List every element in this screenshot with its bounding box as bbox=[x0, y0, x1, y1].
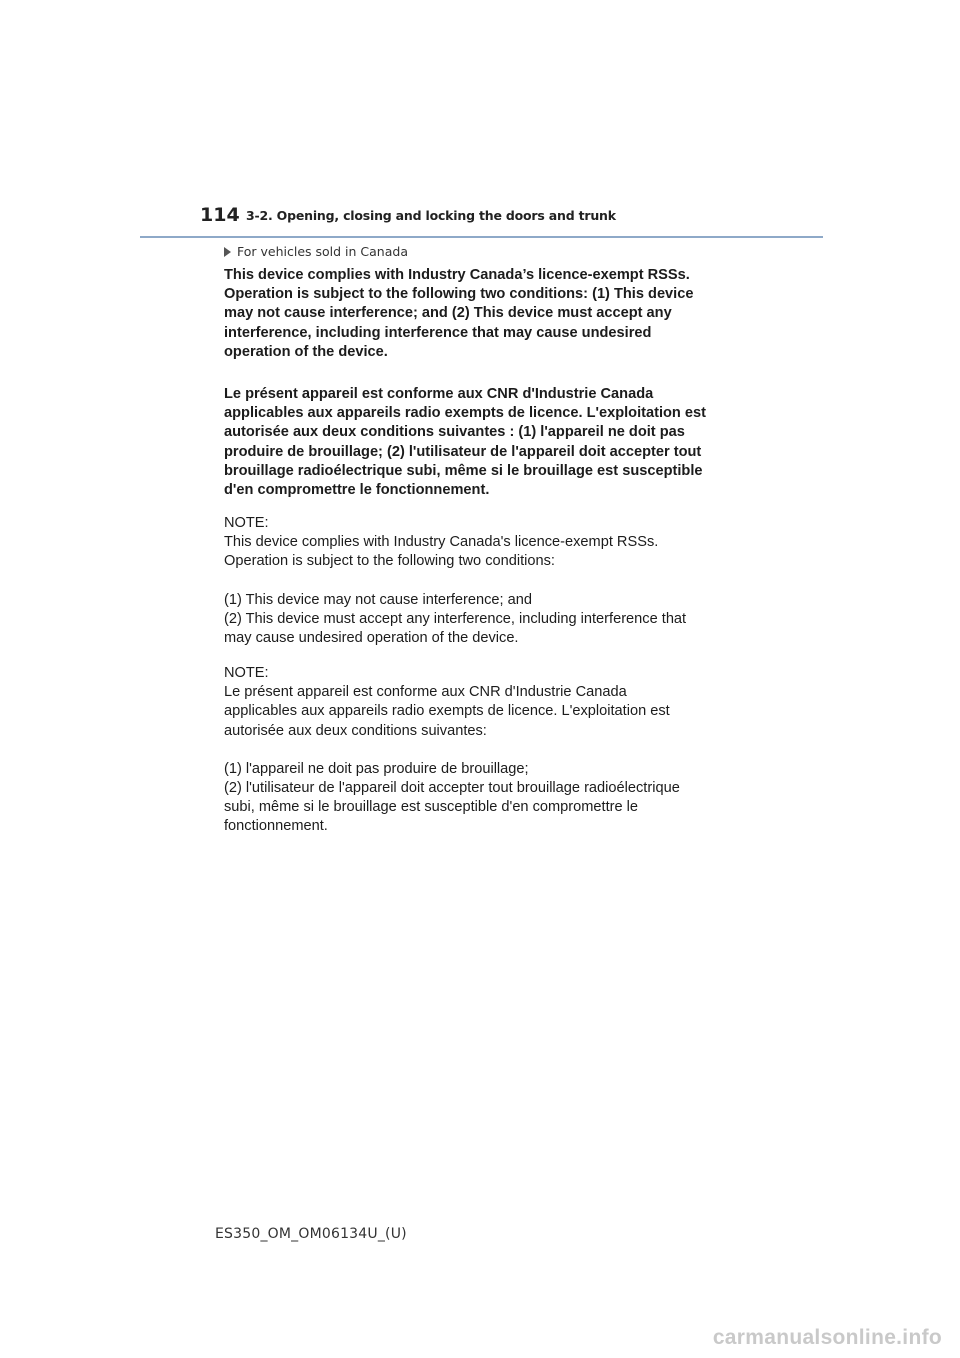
french-note-line: applicables aux appareils radio exempts de licence. L'exploitation est bbox=[224, 703, 670, 720]
document-code: ES350_OM_OM06134U_(U) bbox=[215, 1226, 407, 1242]
english-notice bbox=[224, 266, 724, 362]
english-note-heading: NOTE: bbox=[224, 515, 269, 531]
french-note-condition: (1) l'appareil ne doit pas produire de brouillage; bbox=[224, 760, 529, 777]
french-notice-line: Le présent appareil est conforme aux CNR d'Industrie Canada bbox=[224, 386, 654, 402]
french-note bbox=[224, 664, 724, 837]
french-note-condition: subi, même si le brouillage est susceptible d'en compromettre le bbox=[224, 799, 639, 816]
english-notice-line: may not cause interference; and (2) This device must accept any bbox=[224, 305, 672, 322]
triangle-bullet-icon bbox=[224, 247, 231, 257]
french-notice-line: brouillage radioélectrique subi, même si le brouillage est susceptible bbox=[224, 462, 703, 479]
english-note-line: This device complies with Industry Canada's licence-exempt RSSs. bbox=[224, 534, 659, 551]
watermark: carmanualsonline.info bbox=[712, 1326, 942, 1349]
english-note-condition: (1) This device may not cause interference; and bbox=[224, 591, 532, 608]
english-notice-line: Operation is subject to the following two conditions: (1) This device bbox=[224, 286, 694, 303]
english-notice-line: operation of the device. bbox=[224, 343, 388, 360]
french-note-condition: fonctionnement. bbox=[224, 818, 328, 835]
english-note bbox=[224, 514, 724, 648]
page-header bbox=[140, 200, 823, 238]
french-notice-line: autorisée aux deux conditions suivantes : (1) l'appareil ne doit pas bbox=[224, 424, 685, 441]
french-note-condition: (2) l'utilisateur de l'appareil doit accepter tout brouillage radioélectrique bbox=[224, 780, 680, 797]
english-note-condition: (2) This device must accept any interference, including interference that bbox=[224, 610, 687, 627]
french-note-line: autorisée aux deux conditions suivantes: bbox=[224, 722, 487, 739]
subheading-label: For vehicles sold in Canada bbox=[237, 244, 408, 259]
french-notice-line: d'en compromettre le fonctionnement. bbox=[224, 482, 490, 499]
english-note-line: Operation is subject to the following two conditions: bbox=[224, 553, 555, 570]
english-note-condition: may cause undesired operation of the device. bbox=[224, 630, 519, 647]
english-notice-line: interference, including interference that may cause undesired bbox=[224, 324, 652, 341]
page-number: 114 bbox=[200, 204, 240, 226]
section-title: 3-2. Opening, closing and locking the doors and trunk bbox=[246, 208, 616, 223]
french-note-heading: NOTE: bbox=[224, 665, 269, 681]
french-note-line: Le présent appareil est conforme aux CNR d'Industrie Canada bbox=[224, 684, 627, 701]
spacer bbox=[224, 572, 724, 591]
subheading bbox=[224, 244, 408, 259]
french-notice-line: applicables aux appareils radio exempts de licence. L'exploitation est bbox=[224, 405, 706, 422]
english-notice-line: This device complies with Industry Canada’s licence-exempt RSSs. bbox=[224, 267, 690, 283]
french-notice bbox=[224, 385, 724, 500]
spacer bbox=[224, 741, 724, 760]
french-notice-line: produire de brouillage; (2) l'utilisateur de l'appareil doit accepter tout bbox=[224, 443, 702, 460]
